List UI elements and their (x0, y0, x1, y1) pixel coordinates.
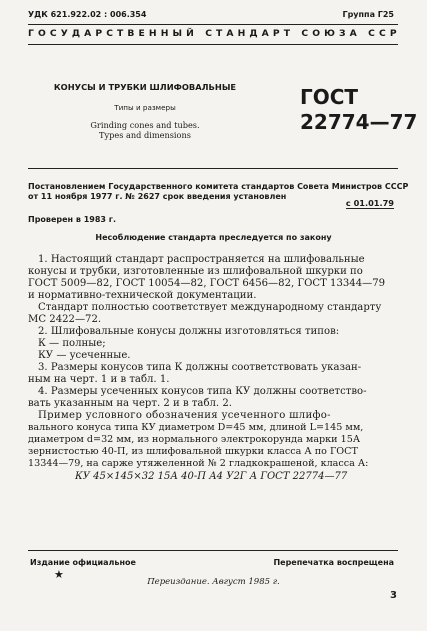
gost-number: 22774—77 (300, 110, 418, 134)
body-line: 1. Настоящий стандарт распространяется на шлифовальные (38, 254, 365, 265)
decree-date: с 01.01.79 (345, 198, 394, 208)
body-line: 2. Шлифовальные конусы должны изготовляться типов: (38, 326, 340, 337)
designation-example: КУ 45×145×32 15А 40-П А4 У2Г А ГОСТ 22774—77 (75, 471, 348, 482)
body-line: К — полные; (38, 338, 106, 349)
body-line: 4. Размеры усеченных конусов типа КУ должны соответство- (38, 386, 367, 397)
body-line: вального конуса типа КУ диаметром D=45 мм, длиной L=145 мм, (28, 422, 364, 433)
body-line: 3. Размеры конусов типа К должны соответствовать указан- (38, 362, 362, 373)
body-line: Пример условного обозначения усеченного шлифо- (38, 410, 331, 421)
body-line: диаметром d=32 мм, из нормального электрокорунда марки 15А (28, 434, 361, 445)
page-number: 3 (390, 590, 397, 601)
title-en-line2: Types and dimensions (99, 130, 191, 140)
decree-line2: от 11 ноября 1977 г. № 2627 срок введения установлен (28, 192, 287, 201)
decree-line1: Постановлением Государственного комитета стандартов Совета Министров СССР (28, 182, 409, 191)
body-line: ГОСТ 5009—82, ГОСТ 10054—82, ГОСТ 6456—82, ГОСТ 13344—79 (28, 278, 386, 289)
title-ru: КОНУСЫ И ТРУБКИ ШЛИФОВАЛЬНЫЕ (53, 82, 237, 92)
reprint-prohibited: Перепечатка воспрещена (273, 558, 394, 567)
title-en-line1: Grinding cones and tubes. (90, 120, 200, 130)
body-line: конусы и трубки, изготовленные из шлифовальной шкурки по (28, 266, 363, 277)
body-line: зернистостью 40-П, из шлифовальной шкурки класса А по ГОСТ (28, 446, 358, 457)
body-line: МС 2422—72. (28, 314, 102, 325)
checked-note: Проверен в 1983 г. (28, 215, 116, 224)
body-line: Стандарт полностью соответствует международному стандарту (38, 302, 382, 313)
standard-header: ГОСУДАРСТВЕННЫЙ СТАНДАРТ СОЮЗА ССР (28, 28, 401, 39)
body-line: и нормативно-технической документации. (28, 290, 257, 301)
header-rule (28, 44, 398, 45)
body-line: ным на черт. 1 и в табл. 1. (28, 374, 170, 385)
top-rule (28, 24, 398, 25)
group-code: Группа Г25 (342, 10, 394, 19)
reprint-note: Переиздание. Август 1985 г. (147, 577, 280, 587)
body-line: вать указанным на черт. 2 и в табл. 2. (28, 398, 232, 409)
decree-rule (28, 168, 398, 169)
gost-label: ГОСТ (300, 85, 359, 109)
body-line: 13344—79, на саржe утяжеленной № 2 гладкокрашеной, класса А: (28, 458, 369, 469)
udk-code: УДК 621.922.02 : 006.354 (28, 10, 147, 19)
body-line: КУ — усеченные. (38, 350, 131, 361)
star-icon: ★ (54, 568, 64, 581)
subtitle-ru: Типы и размеры (114, 103, 176, 112)
official-edition: Издание официальное (30, 558, 136, 567)
law-warning: Несоблюдение стандарта преследуется по закону (95, 233, 332, 242)
footer-rule (28, 550, 398, 551)
